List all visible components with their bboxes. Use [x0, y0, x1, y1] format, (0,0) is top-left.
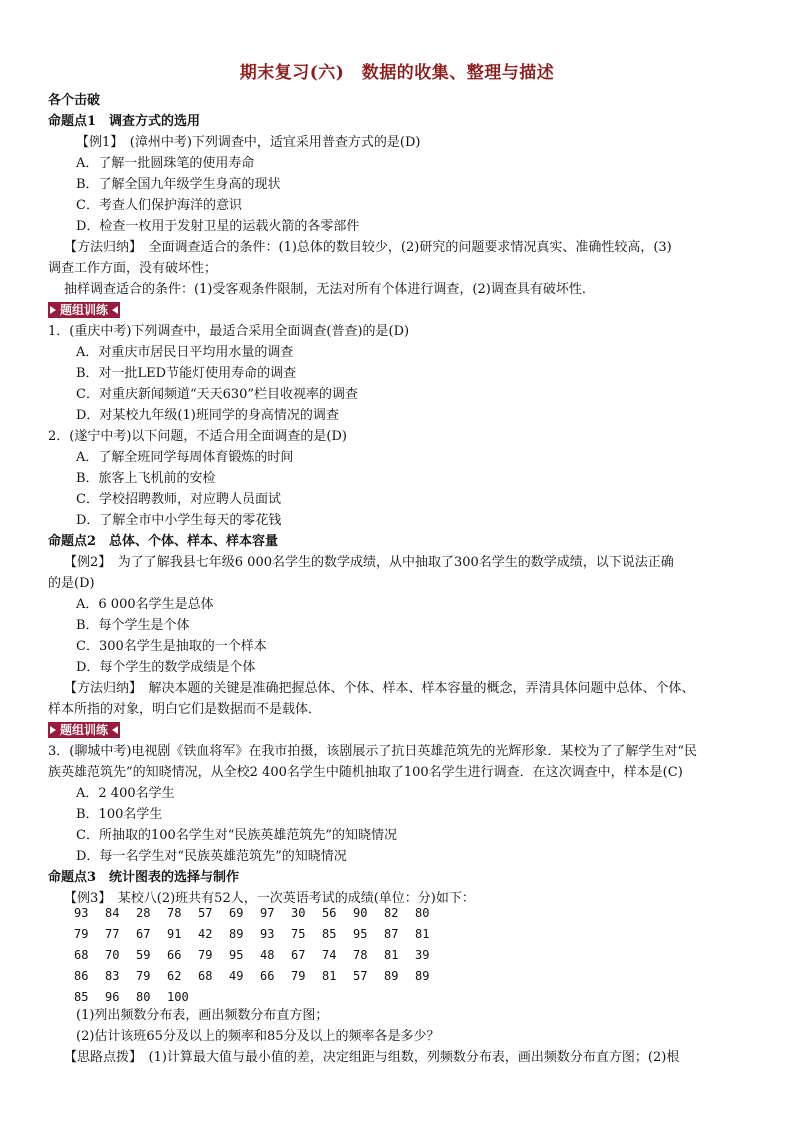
score-cell: 81: [322, 968, 337, 983]
score-cell: 75: [291, 926, 306, 941]
question-2-option-d: D．了解全市中小学生每天的零花钱: [76, 513, 282, 528]
score-cell: 87: [384, 926, 399, 941]
score-cell: 85: [322, 926, 337, 941]
score-cell: 93: [74, 905, 89, 920]
score-cell: 79: [291, 968, 306, 983]
score-cell: 56: [322, 905, 337, 920]
score-cell: 28: [136, 905, 151, 920]
question-3-option-c: C．所抽取的100名学生对“民族英雄范筑先”的知晓情况: [76, 828, 398, 843]
group-training-badge-1: 题组训练: [48, 302, 120, 318]
method-summary-1-line3: 抽样调查适合的条件：(1)受客观条件限制，无法对所有个体进行调查，(2)调查具有破坏性．: [64, 282, 595, 297]
score-cell: 81: [415, 926, 430, 941]
question-1-option-b: B．对一批LED节能灯使用寿命的调查: [76, 366, 297, 381]
score-cell: 83: [105, 968, 120, 983]
score-table: [74, 902, 446, 1007]
example-1-option-d: D．检查一枚用于发射卫星的运载火箭的各零部件: [76, 219, 360, 234]
topic-2-heading: 命题点2 总体、个体、样本、样本容量: [48, 534, 279, 549]
question-2-option-c: C．学校招聘教师，对应聘人员面试: [76, 492, 281, 507]
score-cell: 39: [415, 947, 430, 962]
score-cell: 82: [384, 905, 399, 920]
example-2-option-d: D．每个学生的数学成绩是个体: [76, 660, 256, 675]
score-cell: 97: [260, 905, 275, 920]
score-cell: 79: [74, 926, 89, 941]
question-1-option-c: C．对重庆新闻频道“天天630”栏目收视率的调查: [76, 387, 359, 402]
score-cell: 66: [260, 968, 275, 983]
topic-3-heading: 命题点3 统计图表的选择与制作: [48, 870, 240, 885]
example-1-option-a: A．了解一批圆珠笔的使用寿命: [76, 156, 255, 171]
question-2-option-a: A．了解全班同学每周体育锻炼的时间: [76, 450, 294, 465]
page-title: 期末复习(六) 数据的收集、整理与描述: [239, 63, 555, 83]
score-row: [74, 965, 446, 986]
question-2-option-b: B．旅客上飞机前的安检: [76, 471, 216, 486]
score-cell: 48: [260, 947, 275, 962]
score-row: [74, 923, 446, 944]
score-cell: 89: [415, 968, 430, 983]
score-cell: 68: [198, 968, 213, 983]
example-3-task-2: (2)估计该班65分及以上的频率和85分及以上的频率各是多少？: [76, 1029, 440, 1044]
hint-line: 【思路点拨】 (1)计算最大值与最小值的差，决定组距与组数，列频数分布表，画出频数分布直方图；(2)根: [64, 1050, 680, 1065]
method-summary-2-line1: 【方法归纳】 解决本题的关键是准确把握总体、个体、样本、样本容量的概念，弄清具体问题中总体、个体、: [64, 681, 695, 696]
example-3-task-1: (1)列出频数分布表，画出频数分布直方图；: [76, 1008, 329, 1023]
example-1-option-b: B．了解全国九年级学生身高的现状: [76, 177, 281, 192]
method-summary-2-line2: 样本所指的对象，明白它们是数据而不是载体．: [48, 702, 322, 717]
score-cell: 79: [198, 947, 213, 962]
example-2-line1: 【例2】 为了了解我县七年级6 000名学生的数学成绩，从中抽取了300名学生的数学成绩，以下说法正确: [64, 555, 674, 570]
score-row: [74, 986, 446, 1007]
score-cell: 81: [384, 947, 399, 962]
score-cell: 80: [415, 905, 430, 920]
example-2-option-b: B．每个学生是个体: [76, 618, 190, 633]
question-3-line1: 3．(聊城中考)电视剧《铁血将军》在我市拍摄，该剧展示了抗日英雄范筑先的光辉形象．某校为了了解学生对“民: [48, 744, 698, 759]
score-cell: 42: [198, 926, 213, 941]
score-cell: 89: [229, 926, 244, 941]
score-cell: 89: [384, 968, 399, 983]
score-cell: 95: [229, 947, 244, 962]
score-cell: 67: [136, 926, 151, 941]
method-summary-1-line2: 调查工作方面，没有破坏性；: [48, 261, 218, 276]
example-2-option-c: C．300名学生是抽取的一个样本: [76, 639, 267, 654]
question-1: 1．(重庆中考)下列调查中，最适合采用全面调查(普查)的是(D): [48, 324, 410, 339]
score-cell: 80: [136, 989, 151, 1004]
method-summary-1-line1: 【方法归纳】 全面调查适合的条件：(1)总体的数目较少，(2)研究的问题要求情况真实、准确性较高，(3): [64, 240, 672, 255]
score-cell: 68: [74, 947, 89, 962]
score-cell: 30: [291, 905, 306, 920]
score-cell: 100: [167, 989, 189, 1004]
score-row: [74, 944, 446, 965]
topic-1-heading: 命题点1 调查方式的选用: [48, 114, 201, 129]
section-heading: 各个击破: [48, 93, 101, 108]
question-3-option-b: B．100名学生: [76, 807, 163, 822]
score-cell: 96: [105, 989, 120, 1004]
score-cell: 85: [74, 989, 89, 1004]
score-cell: 66: [167, 947, 182, 962]
score-row: [74, 902, 446, 923]
score-cell: 77: [105, 926, 120, 941]
example-2-line2: 的是(D): [48, 576, 95, 591]
score-cell: 74: [322, 947, 337, 962]
score-cell: 90: [353, 905, 368, 920]
score-cell: 67: [291, 947, 306, 962]
score-cell: 69: [229, 905, 244, 920]
question-3-option-a: A．2 400名学生: [76, 786, 175, 801]
question-1-option-d: D．对某校九年级(1)班同学的身高情况的调查: [76, 408, 339, 423]
example-1-option-c: C．考查人们保护海洋的意识: [76, 198, 242, 213]
score-cell: 91: [167, 926, 182, 941]
score-cell: 62: [167, 968, 182, 983]
group-training-badge-2: 题组训练: [48, 722, 120, 738]
score-cell: 49: [229, 968, 244, 983]
example-3: 【例3】 某校八(2)班共有52人，一次英语考试的成绩(单位：分)如下：: [64, 891, 475, 906]
score-cell: 57: [353, 968, 368, 983]
question-3-option-d: D．每一名学生对“民族英雄范筑先”的知晓情况: [76, 849, 347, 864]
example-2-option-a: A．6 000名学生是总体: [76, 597, 214, 612]
score-cell: 95: [353, 926, 368, 941]
score-cell: 78: [167, 905, 182, 920]
score-cell: 57: [198, 905, 213, 920]
score-cell: 84: [105, 905, 120, 920]
score-cell: 86: [74, 968, 89, 983]
question-1-option-a: A．对重庆市居民日平均用水量的调查: [76, 345, 294, 360]
question-3-line2: 族英雄范筑先”的知晓情况，从全校2 400名学生中随机抽取了100名学生进行调查．在这次调查中，样本是(C): [48, 765, 683, 780]
question-2: 2．(遂宁中考)以下问题，不适合用全面调查的是(D): [48, 429, 347, 444]
score-cell: 59: [136, 947, 151, 962]
score-cell: 79: [136, 968, 151, 983]
score-cell: 78: [353, 947, 368, 962]
score-cell: 70: [105, 947, 120, 962]
score-cell: 93: [260, 926, 275, 941]
example-1: 【例1】 (漳州中考)下列调查中，适宜采用普查方式的是(D): [76, 135, 421, 150]
